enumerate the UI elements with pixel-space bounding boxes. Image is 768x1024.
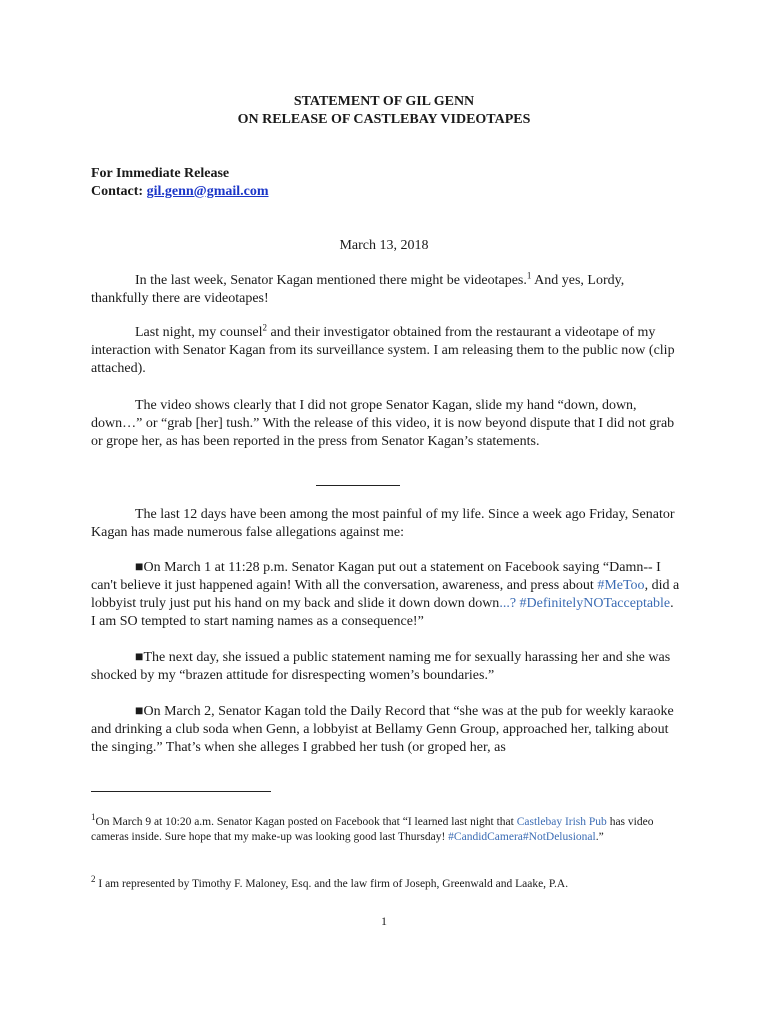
bullet-icon: ■ bbox=[135, 560, 144, 575]
allegation-1-text-b: , did a lobbyist truly just put his hand on my back and slide it down down down bbox=[91, 578, 680, 611]
paragraph-4: The last 12 days have been among the most painful of my life. Since a week ago Friday, Senator Kagan has made numerous false allegations against me: bbox=[91, 507, 675, 540]
paragraph-3: The video shows clearly that I did not grope Senator Kagan, slide my hand “down, down, down…” or “grab [her] tush.” With the release of this video, it is now beyond dispute that I did not grab or grope her, as has been reported in the press from Senator Kagan’s statements. bbox=[91, 398, 675, 449]
title-line-2: ON RELEASE OF CASTLEBAY VIDEOTAPES bbox=[237, 112, 531, 127]
page-number: 1 bbox=[381, 914, 387, 928]
allegation-2-text: The next day, she issued a public statement naming me for sexually harassing her and she was shocked by my “brazen attitude for disrespecting women’s boundaries.” bbox=[91, 650, 671, 683]
paragraph-1-text: In the last week, Senator Kagan mentioned there might be videotapes. bbox=[135, 273, 527, 288]
footnote-1 bbox=[91, 812, 681, 845]
contact-line bbox=[91, 184, 269, 200]
section-divider bbox=[316, 485, 400, 486]
allegation-2 bbox=[91, 649, 681, 685]
bullet-icon: ■ bbox=[135, 704, 144, 719]
contact-label: Contact: bbox=[91, 184, 144, 199]
allegation-3-text: On March 2, Senator Kagan told the Daily Record that “she was at the pub for weekly karaoke and drinking a club soda when Genn, a lobbyist at Bellamy Genn Group, approached her, talking about the singing.” That’s when she alleges I grabbed her tush (or groped her, as bbox=[91, 704, 674, 755]
footnote-1-marker: 1 bbox=[91, 812, 96, 823]
allegation-1 bbox=[91, 559, 681, 631]
paragraph-1 bbox=[91, 272, 681, 308]
hashtag-metoo-link[interactable]: #MeToo bbox=[597, 578, 645, 593]
castlebay-irish-pub-link[interactable]: Castlebay Irish Pub bbox=[516, 816, 607, 828]
allegation-3 bbox=[91, 703, 681, 757]
release-label: For Immediate Release bbox=[91, 166, 230, 181]
hashtag-definitely-not-acceptable-link[interactable]: #DefinitelyNOTacceptable bbox=[519, 596, 671, 611]
paragraph-1-tail: And yes, Lordy, thankfully there are videotapes! bbox=[91, 273, 625, 306]
footnote-ref-2[interactable]: 2 bbox=[262, 322, 268, 333]
paragraph-2-tail: and their investigator obtained from the restaurant a videotape of my interaction with Senator Kagan from its surveillance system. I am releasing them to the public now (clip attached). bbox=[91, 325, 675, 376]
allegation-1-ellipsis: ...? bbox=[499, 596, 517, 611]
paragraph-2 bbox=[91, 324, 681, 378]
footnote-1-text-b: has video cameras inside. Sure hope that my make-up was looking good last Thursday! bbox=[91, 816, 654, 843]
hashtag-candid-camera-link[interactable]: #CandidCamera#NotDelusional bbox=[448, 831, 596, 843]
release-date: March 13, 2018 bbox=[339, 238, 429, 253]
contact-email-link[interactable]: gil.genn@gmail.com bbox=[146, 184, 269, 199]
footnote-1-end: .” bbox=[595, 831, 604, 843]
allegation-1-text-c: . I am SO tempted to start naming names as a consequence!” bbox=[91, 596, 674, 629]
footnote-2 bbox=[91, 874, 681, 892]
footnote-divider bbox=[91, 791, 271, 792]
bullet-icon: ■ bbox=[135, 650, 144, 665]
paragraph-2-text: Last night, my counsel bbox=[135, 325, 263, 340]
allegation-1-text-a: On March 1 at 11:28 p.m. Senator Kagan put out a statement on Facebook saying “Damn-- I can't believe it just happened again! With all the conversation, awareness, and press about bbox=[91, 560, 661, 593]
footnote-2-marker: 2 bbox=[91, 874, 96, 885]
footnote-2-text: I am represented by Timothy F. Maloney, Esq. and the law firm of Joseph, Greenwald and Laake, P.A. bbox=[95, 878, 569, 890]
title-line-1: STATEMENT OF GIL GENN bbox=[293, 94, 475, 109]
footnote-1-text-a: On March 9 at 10:20 a.m. Senator Kagan posted on Facebook that “I learned last night that bbox=[95, 816, 517, 828]
footnote-ref-1[interactable]: 1 bbox=[526, 270, 532, 281]
